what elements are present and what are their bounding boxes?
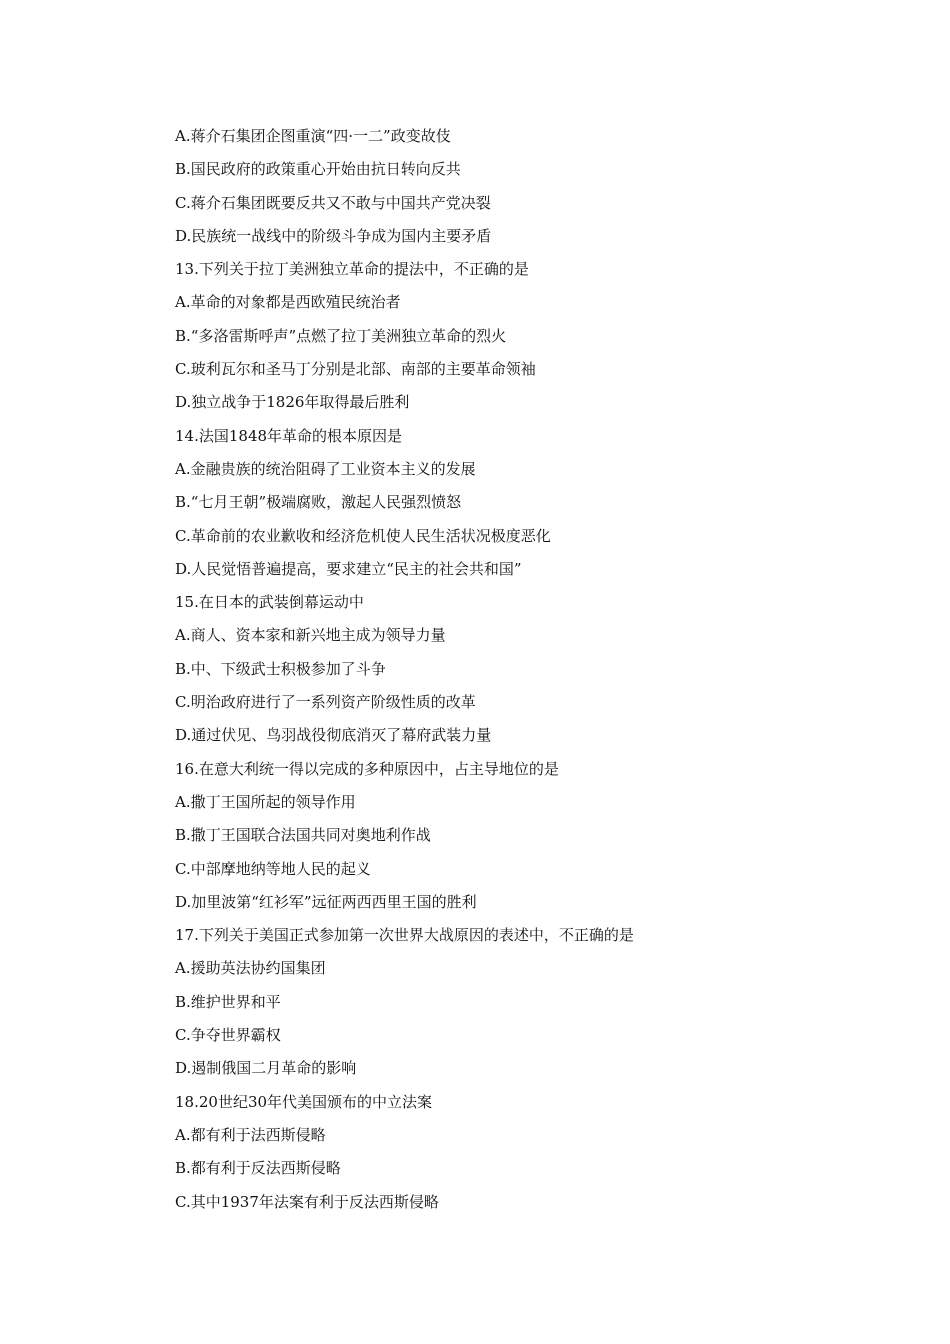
question-line: 16.在意大利统一得以完成的多种原因中，占主导地位的是 [175,759,559,778]
option-line: D.遏制俄国二月革命的影响 [175,1059,357,1078]
option-line: C.中部摩地纳等地人民的起义 [175,859,371,878]
option-line: A.革命的对象都是西欧殖民统治者 [175,293,401,312]
option-line: A.撒丁王国所起的领导作用 [175,792,356,811]
option-line: A.援助英法协约国集团 [175,959,326,978]
option-line: C.玻利瓦尔和圣马丁分别是北部、南部的主要革命领袖 [175,360,536,379]
option-line: B.“多洛雷斯呼声”点燃了拉丁美洲独立革命的烈火 [175,326,507,345]
question-line: 15.在日本的武装倒幕运动中 [175,593,364,612]
question-line: 18.20世纪30年代美国颁布的中立法案 [175,1092,433,1111]
question-line: 14.法国1848年革命的根本原因是 [175,426,403,445]
option-line: B.都有利于反法西斯侵略 [175,1159,341,1178]
option-line: C.其中1937年法案有利于反法西斯侵略 [175,1192,439,1211]
document-page [175,120,895,1219]
option-line: A.蒋介石集团企图重演“四·一二”政变故伎 [175,127,451,145]
question-line: 17.下列关于美国正式参加第一次世界大战原因的表述中，不正确的是 [175,926,634,945]
option-line: C.明治政府进行了一系列资产阶级性质的改革 [175,693,476,712]
option-line: C.争夺世界霸权 [175,1026,281,1045]
option-line: A.商人、资本家和新兴地主成为领导力量 [175,626,446,645]
option-line: D.人民觉悟普遍提高，要求建立“民主的社会共和国” [175,559,522,578]
option-line: C.革命前的农业歉收和经济危机使人民生活状况极度恶化 [175,526,551,545]
option-line: D.民族统一战线中的阶级斗争成为国内主要矛盾 [175,226,492,245]
option-line: B.国民政府的政策重心开始由抗日转向反共 [175,160,461,179]
option-line: A.都有利于法西斯侵略 [175,1125,326,1144]
option-line: D.通过伏见、鸟羽战役彻底消灭了幕府武装力量 [175,726,492,745]
option-line: C.蒋介石集团既要反共又不敢与中国共产党决裂 [175,193,491,212]
option-line: B.中、下级武士积极参加了斗争 [175,659,386,678]
question-line: 13.下列关于拉丁美洲独立革命的提法中，不正确的是 [175,260,529,279]
option-line: A.金融贵族的统治阻碍了工业资本主义的发展 [175,459,476,478]
option-line: B.维护世界和平 [175,992,281,1011]
option-line: D.加里波第“红衫军”远征两西西里王国的胜利 [175,892,477,911]
option-line: B.撒丁王国联合法国共同对奥地利作战 [175,826,431,845]
option-line: D.独立战争于1826年取得最后胜利 [175,393,410,412]
option-line: B.“七月王朝”极端腐败，激起人民强烈愤怒 [175,493,462,512]
